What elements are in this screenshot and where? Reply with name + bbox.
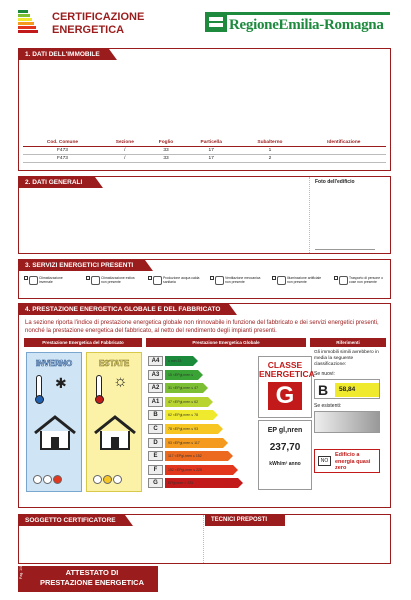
table-header: Particella: [184, 139, 238, 147]
title-line-2: ENERGETICA: [52, 24, 125, 36]
section-dati-generali: [18, 176, 391, 254]
ep-label: EP gl,nren: [267, 427, 303, 434]
ref-new-label: Se nuovi:: [314, 371, 335, 377]
region-logo-text: RegioneEmilia-Romagna: [229, 17, 384, 33]
class-label: E: [148, 451, 163, 461]
nzeb-no: NO: [318, 456, 331, 466]
snowflake-icon: [91, 276, 100, 285]
table-cell: 17: [184, 147, 238, 155]
class-arrow-icon: [218, 424, 223, 434]
service-label: Produzione acqua calda sanitaria: [163, 276, 200, 284]
section-dati-immobile: [18, 48, 391, 171]
ep-value: 237,70: [269, 442, 301, 453]
radiator-icon: [29, 276, 38, 285]
table-header: Foglio: [148, 139, 184, 147]
rating-faces: [93, 471, 123, 489]
table-row: [23, 155, 386, 163]
riferimenti-panel: [314, 350, 386, 490]
service-item: [24, 276, 80, 285]
service-item: [148, 276, 204, 285]
table-cell: 1: [238, 147, 301, 155]
elevator-icon: [339, 276, 348, 285]
table-cell: F473: [23, 155, 102, 163]
class-range: 152 <EPgl,nren ≤ 225: [165, 465, 233, 475]
class-scale: [148, 356, 258, 496]
service-label: Climatizzazione invernale: [39, 276, 63, 284]
class-label: D: [148, 438, 163, 448]
page-title: [52, 11, 144, 37]
class-range: 78 <EPgl,nren ≤ 93: [165, 424, 218, 434]
nzeb-box: [314, 449, 380, 473]
table-cell: [302, 155, 386, 163]
footer-title-1: ATTESTATO DI: [65, 568, 119, 577]
class-arrow-icon: [233, 465, 238, 475]
class-label: F: [148, 465, 163, 475]
snowflake-icon: ✱: [55, 375, 67, 391]
classe-label: CLASSE ENERGETICA: [259, 360, 315, 379]
class-arrow-icon: [208, 397, 213, 407]
service-item: [210, 276, 266, 285]
faucet-icon: [153, 276, 162, 285]
service-label: Illuminazione artificiale non presente: [287, 276, 322, 284]
table-header: Subalterno: [238, 139, 301, 147]
ref-existing-label: Se esistenti:: [314, 403, 342, 409]
class-label: B: [148, 410, 163, 420]
service-item: [86, 276, 142, 285]
footer-title-2: PRESTAZIONE ENERGETICA: [39, 578, 145, 587]
class-label: A3: [148, 370, 163, 380]
col-head-fabbricato: Prestazione Energetica del Fabbricato: [24, 338, 142, 347]
section-description: La sezione riporta l'indice di prestazione energetica globale non rinnovabile in funzione del fabbricato e dei servizi energetici presenti, nonché la prestazione energetica del fabbricato, al netto del rendimento degli impianti presenti.: [25, 320, 379, 334]
class-label: A1: [148, 397, 163, 407]
summer-panel: [86, 352, 142, 492]
section-title: 4. PRESTAZIONE ENERGETICA GLOBALE E DEL FABBRICATO: [19, 304, 229, 315]
class-range: EPgl,nren > 225: [165, 478, 238, 488]
class-arrow-icon: [193, 356, 198, 366]
ref-existing-box: [314, 411, 380, 433]
table-header: Cod. Comune: [23, 139, 102, 147]
bulb-icon: [277, 276, 286, 285]
checkbox-icon: [24, 276, 28, 280]
class-arrow-icon: [228, 451, 233, 461]
service-item: [272, 276, 328, 285]
ref-new-value: 58,84: [335, 383, 379, 397]
nzeb-text: Edificio a energia quasi zero: [335, 452, 371, 471]
table-cell: /: [102, 147, 148, 155]
table-cell: [302, 147, 386, 155]
class-label: G: [148, 478, 163, 488]
class-range: 62 <EPgl,nren ≤ 78: [165, 410, 213, 420]
class-arrow-icon: [198, 370, 203, 380]
class-range: ≤ min 15: [165, 356, 193, 366]
section-title: 2. DATI GENERALI: [19, 177, 95, 188]
checkbox-icon: [86, 276, 90, 280]
energy-class-logo: [18, 10, 46, 40]
section-title: SOGGETTO CERTIFICATORE: [19, 515, 125, 526]
photo-label: Foto dell'edificio: [315, 179, 355, 185]
class-label: A4: [148, 356, 163, 366]
page-number: Pag. 1/4: [19, 565, 23, 579]
checkbox-icon: [148, 276, 152, 280]
class-arrow-icon: [203, 383, 208, 393]
region-emblem-icon: [205, 12, 227, 32]
class-arrow-icon: [238, 478, 243, 488]
region-logo: [205, 12, 390, 38]
classe-box: [258, 356, 315, 418]
summer-label: ESTATE: [98, 359, 130, 368]
section-title: 1. DATI DELL'IMMOBILE: [19, 49, 109, 60]
class-range: 47 <EPgl,nren ≤ 62: [165, 397, 208, 407]
checkbox-icon: [210, 276, 214, 280]
tecnici-title: TECNICI PREPOSTI: [205, 515, 285, 526]
section-title: 3. SERVIZI ENERGETICI PRESENTI: [19, 260, 145, 271]
checkbox-icon: [334, 276, 338, 280]
table-cell: 33: [148, 147, 184, 155]
class-arrow-icon: [213, 410, 218, 420]
section-certificatore: [18, 514, 391, 564]
table-cell: /: [102, 155, 148, 163]
table-row: [23, 147, 386, 155]
title-line-1: CERTIFICAZIONE: [52, 11, 145, 23]
rating-faces: [33, 471, 63, 489]
table-header: Identificazione: [302, 139, 386, 147]
classe-value: G: [268, 382, 302, 410]
cadastral-table: [23, 139, 386, 163]
winter-label: INVERNO: [35, 359, 73, 368]
service-label: Trasporto di persone o cose non presente: [349, 276, 383, 284]
table-cell: 2: [238, 155, 301, 163]
col-head-globale: Prestazione Energetica Globale: [146, 338, 306, 347]
class-range: 93 <EPgl,nren ≤ 117: [165, 438, 223, 448]
ep-unit: kWh/m² anno: [269, 461, 301, 467]
ref-text: Gli immobili simili avrebbero in media la seguente classificazione:: [314, 350, 379, 367]
house-icon: [93, 415, 137, 456]
checkbox-icon: [272, 276, 276, 280]
class-range: 31 <EPgl,nren ≤ 47: [165, 383, 203, 393]
class-label: A2: [148, 383, 163, 393]
footer-bar: [18, 566, 158, 592]
winter-panel: [26, 352, 82, 492]
class-arrow-icon: [223, 438, 228, 448]
service-label: Climatizzazione estiva non presente: [101, 276, 135, 284]
ref-new-box: [314, 379, 380, 399]
service-item: [334, 276, 390, 285]
class-range: 117 <EPgl,nren ≤ 152: [165, 451, 228, 461]
house-icon: [33, 415, 77, 456]
ref-new-class: B: [318, 382, 329, 398]
sun-icon: ☼: [113, 373, 128, 390]
ep-box: [258, 420, 312, 490]
class-label: C: [148, 424, 163, 434]
fan-icon: [215, 276, 224, 285]
col-head-riferimenti: Riferimenti: [310, 338, 386, 347]
service-label: Ventilazione meccanica non presente: [225, 276, 261, 284]
class-range: 15 <EPgl,nren ≤: [165, 370, 198, 380]
table-header: Sezione: [102, 139, 148, 147]
table-cell: 17: [184, 155, 238, 163]
table-cell: 33: [148, 155, 184, 163]
table-cell: F473: [23, 147, 102, 155]
